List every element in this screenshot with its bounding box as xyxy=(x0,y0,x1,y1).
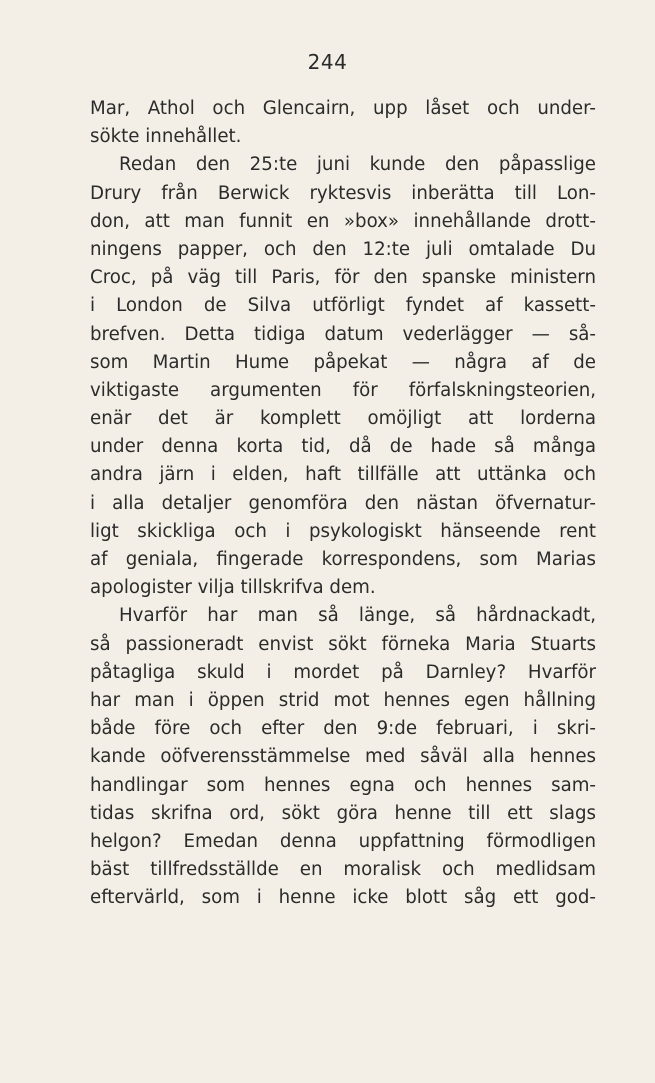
text-line: enär det är komplett omöjligt att lorderna xyxy=(90,408,596,430)
text-line: Hvarför har man så länge, så hårdnackadt, xyxy=(119,605,596,627)
text-line: handlingar som hennes egna och hennes sam- xyxy=(90,774,596,796)
text-line: både före och efter den 9:de februari, i skri- xyxy=(90,718,596,740)
text-line: helgon? Emedan denna uppfattning förmodligen xyxy=(90,830,596,852)
text-line: Mar, Athol och Glencairn, upp låset och under- xyxy=(90,98,596,119)
page-number: 244 xyxy=(307,50,348,74)
text-line: Croc, på väg till Paris, för den spanske ministern xyxy=(90,267,596,289)
text-line: eftervärld, som i henne icke blott såg ett god- xyxy=(90,887,596,909)
text-line: af geniala, fingerade korrespondens, som Marias xyxy=(90,549,596,570)
text-line: tidas skrifna ord, sökt göra henne till ett slags xyxy=(90,802,596,824)
text-line: don, att man funnit en »box» innehållande drott- xyxy=(90,210,596,232)
text-line: ningens papper, och den 12:te juli omtalade Du xyxy=(90,238,596,260)
text-line: kande oöfverensstämmelse med såväl alla hennes xyxy=(90,746,596,768)
text-line: bäst tillfredsställde en moralisk och medlidsam xyxy=(90,859,596,881)
text-line: brefven. Detta tidiga datum vederlägger — så- xyxy=(90,323,596,345)
text-line: sökte innehållet. xyxy=(90,126,242,148)
text-line: under denna korta tid, då de hade så många xyxy=(90,436,596,458)
text-line: så passioneradt envist sökt förneka Maria Stuarts xyxy=(90,633,596,655)
body-text xyxy=(90,95,596,912)
text-line: ligt skickliga och i psykologiskt hänseende rent xyxy=(90,520,596,542)
text-line: Redan den 25:te juni kunde den påpasslige xyxy=(119,154,596,176)
text-line: Drury från Berwick ryktesvis inberätta till Lon- xyxy=(90,182,596,204)
text-line: andra järn i elden, haft tillfälle att uttänka och xyxy=(90,464,596,486)
text-line: viktigaste argumenten för förfalskningsteorien, xyxy=(90,379,596,401)
text-line: apologister vilja tillskrifva dem. xyxy=(90,577,376,599)
text-line: påtagliga skuld i mordet på Darnley? Hvarför xyxy=(90,661,596,683)
text-line: som Martin Hume påpekat — några af de xyxy=(90,351,596,373)
text-line: i alla detaljer genomföra den nästan öfvernatur- xyxy=(90,492,596,514)
text-line: har man i öppen strid mot hennes egen hållning xyxy=(90,689,596,711)
text-line: i London de Silva utförligt fyndet af kassett- xyxy=(90,295,596,317)
